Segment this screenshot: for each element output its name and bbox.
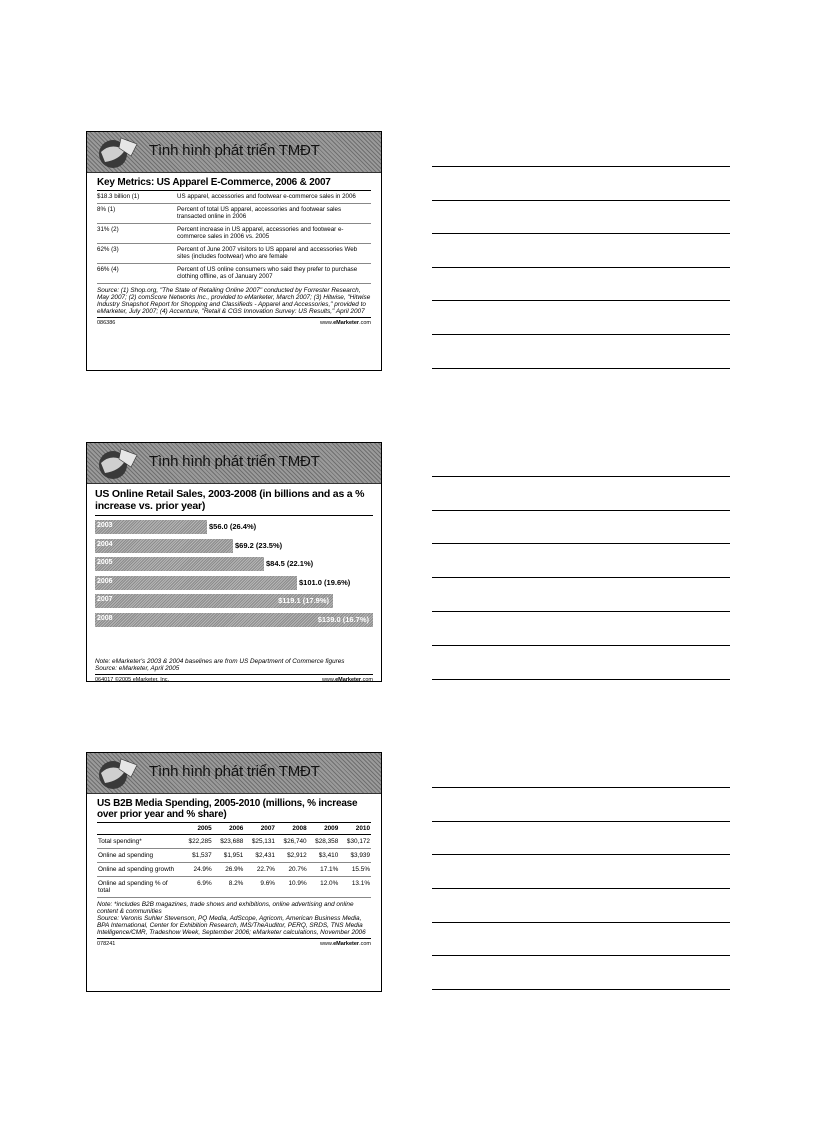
slide-title: Tình hình phát triển TMĐT (149, 453, 320, 470)
metric-row (97, 224, 371, 244)
note-line (432, 787, 730, 788)
bar-row (95, 612, 373, 629)
table-row (97, 863, 371, 877)
metric-description: Percent of US online consumers who said they prefer to purchase clothing offline, as of January 2007 (177, 264, 371, 284)
footer-code: 086386 (97, 320, 116, 326)
table-cell: 10.9% (276, 877, 308, 898)
metric-value: 66% (4) (97, 264, 177, 284)
bar-row (95, 556, 373, 573)
source-text: Source: Veronis Suhler Stevenson, PQ Media, AdScope, Agricom, American Business Media, BPA International, Center for Exhibition Research, IMS/TheAuditor, PERQ, SRDS, TNS Media Intelligence/CMR, Tradeshow Week, September 2006; eMarketer calculations, November 2006 (97, 915, 366, 936)
globe-logo-icon (91, 134, 141, 170)
table-row (97, 835, 371, 849)
slide-title: Tình hình phát triển TMĐT (149, 763, 320, 780)
chart-note (95, 658, 373, 675)
slide-2 (86, 442, 382, 682)
table-cell: 22.7% (244, 863, 276, 877)
slide-content (97, 176, 371, 370)
table-cell: $22,285 (181, 835, 213, 849)
table-cell: 15.5% (339, 863, 371, 877)
table-cell: $3,410 (308, 849, 340, 863)
slide-header (87, 443, 381, 484)
note-line (432, 645, 730, 646)
footer-code: 064017 ©2005 eMarketer, Inc. (95, 677, 170, 682)
note-line (432, 955, 730, 956)
note-line (432, 922, 730, 923)
chart-title: Key Metrics: US Apparel E-Commerce, 2006 & 2007 (97, 177, 371, 191)
bar-category-label: 2007 (97, 596, 113, 604)
bar (95, 557, 264, 571)
note-line (432, 267, 730, 268)
note-line (432, 679, 730, 680)
column-header: 2006 (213, 823, 245, 835)
table-cell: $30,172 (339, 835, 371, 849)
metric-value: 31% (2) (97, 224, 177, 244)
footer-code: 078241 (97, 941, 116, 947)
bar-row (95, 575, 373, 592)
metric-value: 8% (1) (97, 204, 177, 224)
table-cell: 20.7% (276, 863, 308, 877)
note-line (432, 510, 730, 511)
row-label: Total spending* (97, 835, 181, 849)
metric-row (97, 204, 371, 224)
bar-value-label: $119.1 (17.9%) (278, 596, 329, 606)
note-line (432, 334, 730, 335)
bar-chart (95, 519, 373, 655)
note-text: Note: eMarketer's 2003 & 2004 baselines are from US Department of Commerce figures (95, 658, 345, 665)
metric-description: US apparel, accessories and footwear e-commerce sales in 2006 (177, 191, 371, 204)
chart-title: US Online Retail Sales, 2003-2008 (in billions and as a % increase vs. prior year) (95, 488, 373, 516)
globe-logo-icon (91, 755, 141, 791)
table-row (97, 877, 371, 898)
bar (95, 576, 297, 590)
metric-description: Percent increase in US apparel, accessories and footwear e-commerce sales in 2006 vs. 2005 (177, 224, 371, 244)
footer-url: www.eMarketer.com (321, 677, 373, 682)
metric-description: Percent of total US apparel, accessories and footwear sales transacted online in 2006 (177, 204, 371, 224)
metrics-table (97, 191, 371, 284)
bar-value-label: $101.0 (19.6%) (299, 577, 351, 587)
bar-value-label: $56.0 (26.4%) (209, 522, 257, 531)
globe-logo-icon (91, 445, 141, 481)
table-cell: 6.9% (181, 877, 213, 898)
table-cell: 8.2% (213, 877, 245, 898)
note-line (432, 368, 730, 369)
note-line (432, 854, 730, 855)
slide-content (97, 797, 371, 991)
table-cell: $26,740 (276, 835, 308, 849)
note-line (432, 577, 730, 578)
column-header: 2005 (181, 823, 213, 835)
table-cell: $28,358 (308, 835, 340, 849)
column-header: 2008 (276, 823, 308, 835)
column-header: 2010 (339, 823, 371, 835)
table-cell: 12.0% (308, 877, 340, 898)
table-row (97, 849, 371, 863)
table-cell: $1,537 (181, 849, 213, 863)
bar-category-label: 2005 (97, 559, 113, 567)
table-cell: $23,688 (213, 835, 245, 849)
bar-value-label: $84.5 (22.1%) (266, 559, 314, 569)
bar-row (95, 593, 373, 610)
note-line (432, 821, 730, 822)
table-cell: $3,939 (339, 849, 371, 863)
metric-row (97, 264, 371, 284)
note-line (432, 611, 730, 612)
table-cell: 17.1% (308, 863, 340, 877)
bar-category-label: 2008 (97, 614, 113, 622)
note-line (432, 989, 730, 990)
slide-footer (95, 677, 373, 682)
bar (95, 539, 233, 553)
metric-value: 62% (3) (97, 244, 177, 264)
bar-value-label: $69.2 (23.5%) (235, 540, 283, 550)
table-cell: 13.1% (339, 877, 371, 898)
footer-url: www.eMarketer.com (319, 941, 371, 947)
metric-description: Percent of June 2007 visitors to US apparel and accessories Web sites (includes footwear) who are female (177, 244, 371, 264)
slide-header (87, 132, 381, 173)
bar-value-label: $139.0 (16.7%) (317, 614, 369, 624)
table-note (97, 901, 371, 939)
note-line (432, 166, 730, 167)
bar-category-label: 2006 (97, 577, 113, 585)
source-note: Source: (1) Shop.org, "The State of Retailing Online 2007" conducted by Forrester Research, May 2007; (2) comScore Networks Inc., provided to eMarketer, March 2007; (3) Hitwise, "Hitwise Industry Snapshot Report for Shopping and Classifieds - Apparel and Accessories," provided to eMarketer, July 2007; (4) Accenture, "Retail & CGS Innovation Survey: US Results," April 2007 (97, 287, 371, 318)
slide-1 (86, 131, 382, 371)
table-cell: $2,912 (276, 849, 308, 863)
metric-row (97, 191, 371, 204)
slide-content (95, 487, 373, 681)
note-line (432, 543, 730, 544)
slide-title: Tình hình phát triển TMĐT (149, 142, 320, 159)
bar-row (95, 519, 373, 536)
bar-category-label: 2004 (97, 540, 113, 548)
column-header: 2009 (308, 823, 340, 835)
note-line (432, 200, 730, 201)
table-cell: $25,131 (244, 835, 276, 849)
note-line (432, 233, 730, 234)
table-cell: 9.6% (244, 877, 276, 898)
row-label: Online ad spending (97, 849, 181, 863)
column-header (97, 823, 181, 835)
metric-row (97, 244, 371, 264)
note-line (432, 888, 730, 889)
bar-category-label: 2003 (97, 522, 113, 529)
column-header: 2007 (244, 823, 276, 835)
slide-footer (97, 320, 371, 326)
spending-table (97, 823, 371, 898)
table-cell: $2,431 (244, 849, 276, 863)
source-text: Source: eMarketer, April 2005 (95, 665, 180, 672)
chart-title: US B2B Media Spending, 2005-2010 (millions, % increase over prior year and % share) (97, 798, 371, 823)
table-cell: 26.9% (213, 863, 245, 877)
bar-row (95, 538, 373, 555)
footer-url: www.eMarketer.com (319, 320, 371, 326)
slide-3 (86, 752, 382, 992)
metric-value: $18.3 billion (1) (97, 191, 177, 204)
table-cell: $1,951 (213, 849, 245, 863)
note-text: Note: *includes B2B magazines, trade shows and exhibitions, online advertising and online content & communities (97, 901, 354, 915)
slide-header (87, 753, 381, 794)
row-label: Online ad spending growth (97, 863, 181, 877)
row-label: Online ad spending % of total (97, 877, 181, 898)
slide-footer (97, 941, 371, 947)
note-line (432, 476, 730, 477)
note-line (432, 300, 730, 301)
table-cell: 24.9% (181, 863, 213, 877)
